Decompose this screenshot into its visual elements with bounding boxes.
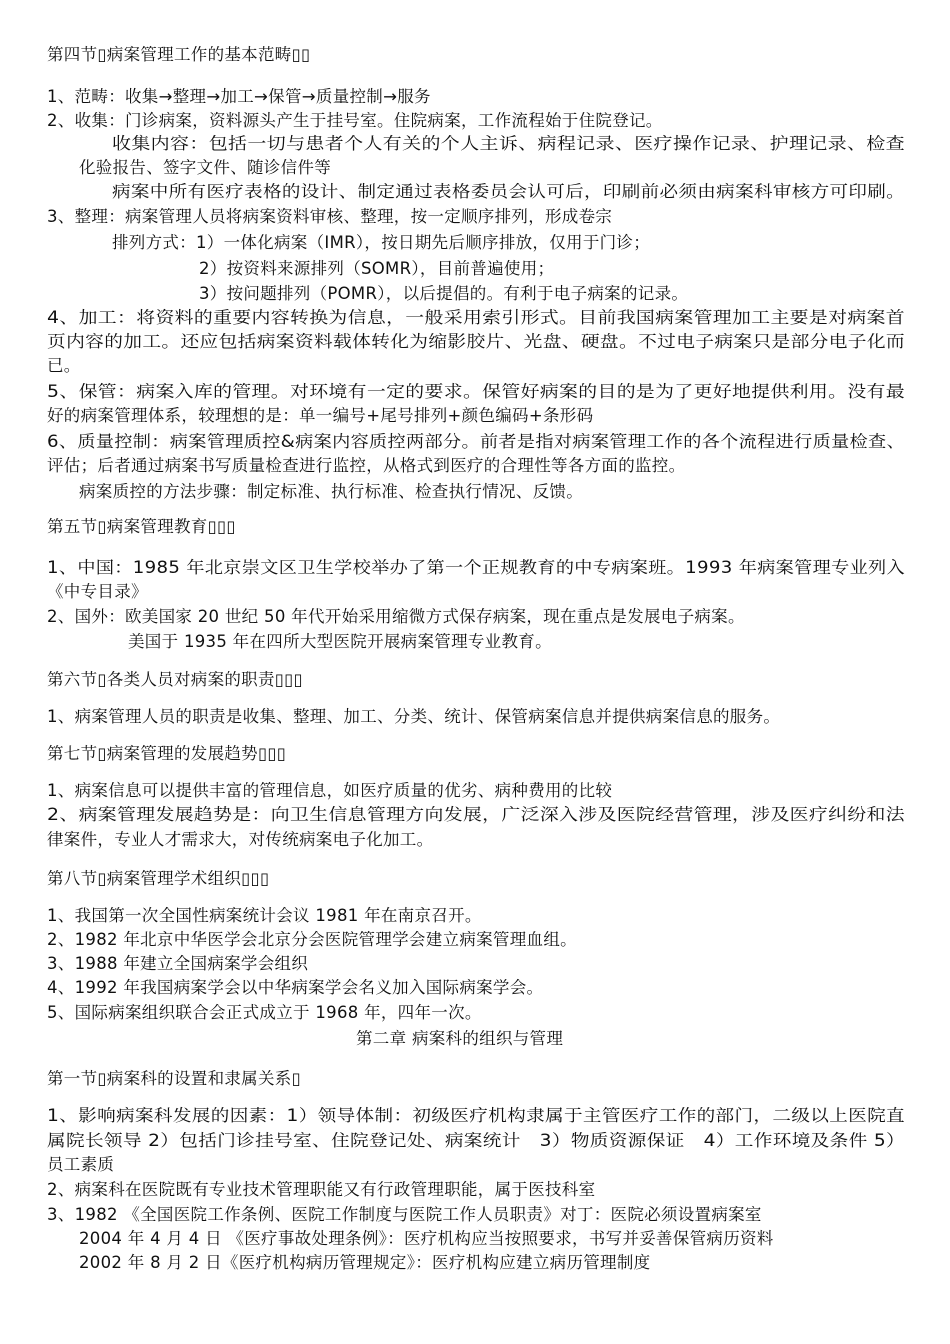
section-heading: 第八节▯病案管理学术组织▯▯▯ xyxy=(47,869,270,888)
text-line: 2004 年 4 月 4 日 《医疗事故处理条例》：医疗机构应当按照要求，书写并妥善保管病历资料 xyxy=(79,1229,774,1248)
section-heading: 第五节▯病案管理教育▯▯▯ xyxy=(47,517,236,536)
text-line: 律案件，专业人才需求大，对传统病案电子化加工。 xyxy=(47,830,434,849)
text-line: 已。 xyxy=(47,356,81,375)
section-heading: 第四节▯病案管理工作的基本范畴▯▯ xyxy=(47,45,311,64)
text-line: 好的病案管理体系，较理想的是：单一编号+尾号排列+颜色编码+条形码 xyxy=(47,406,594,425)
text-line: 5、国际病案组织联合会正式成立于 1968 年，四年一次。 xyxy=(47,1003,482,1022)
text-line: 2002 年 8 月 2 日《医疗机构病历管理规定》：医疗机构应建立病历管理制度 xyxy=(79,1253,651,1272)
text-line: 收集内容：包括一切与患者个人有关的个人主诉、病程记录、医疗操作记录、护理记录、检查 xyxy=(112,134,905,153)
text-line: 页内容的加工。还应包括病案资料载体转化为缩影胶片、光盘、硬盘。不过电子病案只是部分电子化而 xyxy=(47,332,905,351)
text-line: 排列方式：1）一体化病案（IMR），按日期先后顺序排放，仅用于门诊； xyxy=(112,233,651,252)
text-line: 1、我国第一次全国性病案统计会议 1981 年在南京召开。 xyxy=(47,906,482,925)
text-line: 2）按资料来源排列（SOMR），目前普遍使用； xyxy=(199,259,555,278)
text-line: 4、加工：将资料的重要内容转换为信息，一般采用索引形式。目前我国病案管理加工主要是对病案首 xyxy=(47,308,906,327)
text-line: 3）按问题排列（POMR），以后提倡的。有利于电子病案的记录。 xyxy=(199,284,689,303)
text-line: 2、1982 年北京中华医学会北京分会医院管理学会建立病案管理血组。 xyxy=(47,930,577,949)
text-line: 3、1988 年建立全国病案学会组织 xyxy=(47,954,309,973)
text-line: 1、影响病案科发展的因素：1）领导体制：初级医疗机构隶属于主管医疗工作的部门，二级以上医院直 xyxy=(47,1106,906,1125)
text-line: 1、中国：1985 年北京崇文区卫生学校举办了第一个正规教育的中专病案班。1993 年病案管理专业列入 xyxy=(47,558,905,577)
text-line: 5、保管：病案入库的管理。对环境有一定的要求。保管好病案的目的是为了更好地提供利用。没有最 xyxy=(47,382,906,401)
text-line: 员工素质 xyxy=(47,1155,115,1174)
text-line: 化验报告、签字文件、随诊信件等 xyxy=(79,158,331,177)
section-heading: 第一节▯病案科的设置和隶属关系▯ xyxy=(47,1069,301,1088)
text-line: 2、病案管理发展趋势是：向卫生信息管理方向发展，广泛深入涉及医院经营管理，涉及医疗纠纷和法 xyxy=(47,805,906,824)
text-line: 2、病案科在医院既有专业技术管理职能又有行政管理职能，属于医技科室 xyxy=(47,1180,596,1199)
text-line: 评估；后者通过病案书写质量检查进行监控，从格式到医疗的合理性等各方面的监控。 xyxy=(47,456,686,475)
text-line: 1、病案信息可以提供丰富的管理信息，如医疗质量的优劣、病种费用的比较 xyxy=(47,781,613,800)
section-heading: 第七节▯病案管理的发展趋势▯▯▯ xyxy=(47,744,287,763)
text-line: 美国于 1935 年在四所大型医院开展病案管理专业教育。 xyxy=(128,632,552,651)
text-line: 1、病案管理人员的职责是收集、整理、加工、分类、统计、保管病案信息并提供病案信息的服务。 xyxy=(47,707,781,726)
text-line: 3、1982 《全国医院工作条例、医院工作制度与医院工作人员职责》对丁：医院必须设置病案室 xyxy=(47,1205,762,1224)
text-line: 《中专目录》 xyxy=(47,582,148,601)
text-line: 2、收集：门诊病案，资料源头产生于挂号室。住院病案，工作流程始于住院登记。 xyxy=(47,111,663,130)
text-line: 病案中所有医疗表格的设计、制定通过表格委员会认可后，印刷前必须由病案科审核方可印刷。 xyxy=(112,182,905,201)
text-line: 6、质量控制：病案管理质控&病案内容质控两部分。前者是指对病案管理工作的各个流程进行质量检查、 xyxy=(47,432,906,451)
text-line: 属院长领导 2）包括门诊挂号室、住院登记处、病案统计 3）物质资源保证 4）工作环境及条件 5） xyxy=(47,1131,905,1150)
text-line: 4、1992 年我国病案学会以中华病案学会名义加入国际病案学会。 xyxy=(47,978,544,997)
text-line: 2、国外：欧美国家 20 世纪 50 年代开始采用缩微方式保存病案，现在重点是发展电子病案。 xyxy=(47,607,745,626)
section-heading: 第六节▯各类人员对病案的职责▯▯▯ xyxy=(47,670,303,689)
text-line: 3、整理：病案管理人员将病案资料审核、整理，按一定顺序排列，形成卷宗 xyxy=(47,207,613,226)
text-line: 病案质控的方法步骤：制定标准、执行标准、检查执行情况、反馈。 xyxy=(79,482,583,501)
text-line: 1、范畴：收集→整理→加工→保管→质量控制→服务 xyxy=(47,87,431,106)
chapter-title: 第二章 病案科的组织与管理 xyxy=(356,1029,564,1048)
